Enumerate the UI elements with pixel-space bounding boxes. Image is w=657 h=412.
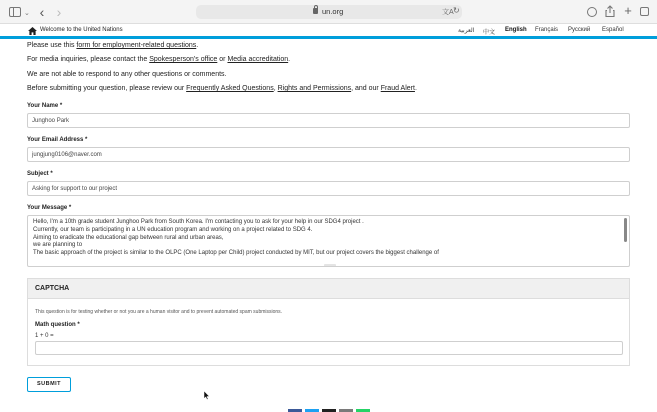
message-line: Hello, I'm a 10th grade student Junghoo Park from South Korea. I'm contacting you to ask for your help in our SDG4 project .	[33, 219, 364, 225]
message-line: we are planning to	[33, 242, 83, 249]
math-question-text: 1 + 0 =	[35, 333, 54, 339]
reload-icon[interactable]: ↻	[453, 6, 460, 15]
download-icon[interactable]	[587, 7, 597, 17]
url-text: un.org	[322, 7, 344, 16]
fraud-alert-link[interactable]: Fraud Alert	[380, 85, 415, 92]
back-icon[interactable]: ‹	[39, 4, 45, 20]
name-label: Your Name *	[27, 103, 63, 109]
address-bar[interactable]	[196, 5, 462, 19]
employment-form-link[interactable]: form for employment-related questions	[76, 42, 197, 49]
math-question-label: Math question *	[35, 322, 80, 328]
lock-icon	[313, 8, 318, 14]
spokesperson-link[interactable]: Spokesperson's office	[149, 56, 218, 63]
lang-english[interactable]: English	[505, 27, 527, 33]
lang-russian[interactable]: Русский	[568, 27, 591, 33]
forward-icon[interactable]: ›	[56, 4, 62, 20]
captcha-header	[28, 279, 629, 299]
un-top-bar	[0, 24, 657, 39]
message-label: Your Message *	[27, 205, 72, 211]
employment-note: Please use this form for employment-related questions.	[27, 42, 199, 49]
faq-link[interactable]: Frequently Asked Questions	[186, 85, 274, 92]
no-response-note: We are not able to respond to any other questions or comments.	[27, 71, 227, 78]
subject-label: Subject *	[27, 171, 53, 177]
textarea-resize-handle[interactable]	[324, 264, 336, 267]
math-answer-input[interactable]	[35, 341, 623, 355]
translate-icon[interactable]: 文A	[442, 9, 454, 16]
name-field[interactable]: Junghoo Park	[27, 113, 630, 128]
home-icon[interactable]	[28, 27, 37, 35]
new-tab-icon[interactable]: +	[624, 3, 632, 18]
mouse-cursor-icon	[204, 391, 210, 400]
message-textarea[interactable]	[27, 215, 630, 267]
submit-button[interactable]: SUBMIT	[27, 377, 71, 392]
lang-arabic[interactable]: العربية	[458, 28, 475, 34]
message-line: Aiming to eradicate the educational gap between rural and urban areas,	[33, 234, 224, 241]
message-line: Currently, our team is participating in a UN education program and working on a project related to SDG 4.	[33, 226, 313, 233]
lang-chinese[interactable]: 中文	[483, 30, 496, 36]
review-note: Before submitting your question, please review our Frequently Asked Questions, Rights and Permissions, and our Fraud Alert.	[27, 85, 417, 92]
browser-toolbar	[0, 0, 657, 24]
rights-permissions-link[interactable]: Rights and Permissions	[277, 85, 352, 92]
captcha-panel	[27, 278, 630, 366]
sidebar-toggle-icon[interactable]	[9, 7, 21, 17]
subject-field[interactable]: Asking for support to our project	[27, 181, 630, 196]
media-accreditation-link[interactable]: Media accreditation	[227, 56, 289, 63]
lang-french[interactable]: Français	[535, 27, 559, 33]
email-field[interactable]: jungjung0106@naver.com	[27, 147, 630, 162]
textarea-scrollbar[interactable]	[624, 218, 627, 242]
message-line: The basic approach of the project is similar to the OLPC (One Laptop per Child) project conducted by MIT, but our project covers the biggest challenge of	[33, 250, 439, 257]
media-note: For media inquiries, please contact the Spokesperson's office or Media accreditation.	[27, 56, 291, 63]
captcha-description: This question is for testing whether or not you are a human visitor and to prevent automated spam submissions.	[35, 309, 283, 315]
welcome-link[interactable]: Welcome to the United Nations	[40, 27, 123, 33]
share-icon[interactable]	[604, 5, 616, 20]
chevron-down-icon[interactable]: ⌄	[24, 10, 30, 17]
captcha-title: CAPTCHA	[35, 285, 70, 292]
lang-spanish[interactable]: Español	[602, 27, 624, 33]
email-label: Your Email Address *	[27, 137, 88, 143]
tab-overview-icon[interactable]	[640, 7, 649, 16]
